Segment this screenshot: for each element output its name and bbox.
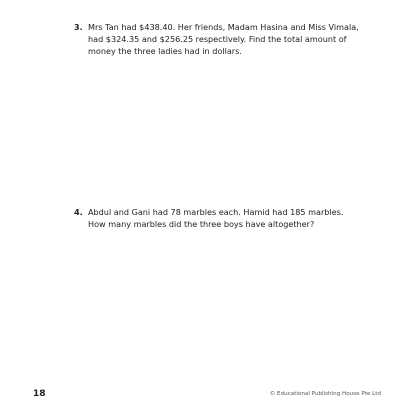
question-text-line: had $324.35 and $256.25 respectively. Find the total amount of [88, 33, 347, 44]
question-text-line: How many marbles did the three boys have altogether? [88, 218, 315, 229]
question-4 [74, 207, 358, 231]
question-text-line: Abdul and Gani had 78 marbles each. Hamid had 185 marbles. [88, 207, 344, 217]
question-text-line: money the three ladies had in dollars. [88, 45, 242, 56]
question-3 [74, 22, 359, 57]
page-number: 18 [33, 389, 46, 399]
question-number: 4. [74, 207, 83, 217]
question-text-line: Mrs Tan had $438.40. Her friends, Madam Hasina and Miss Vimala, [88, 22, 359, 32]
copyright-notice: © Educational Publishing House Pte Ltd [269, 391, 381, 397]
question-number: 3. [74, 22, 83, 32]
